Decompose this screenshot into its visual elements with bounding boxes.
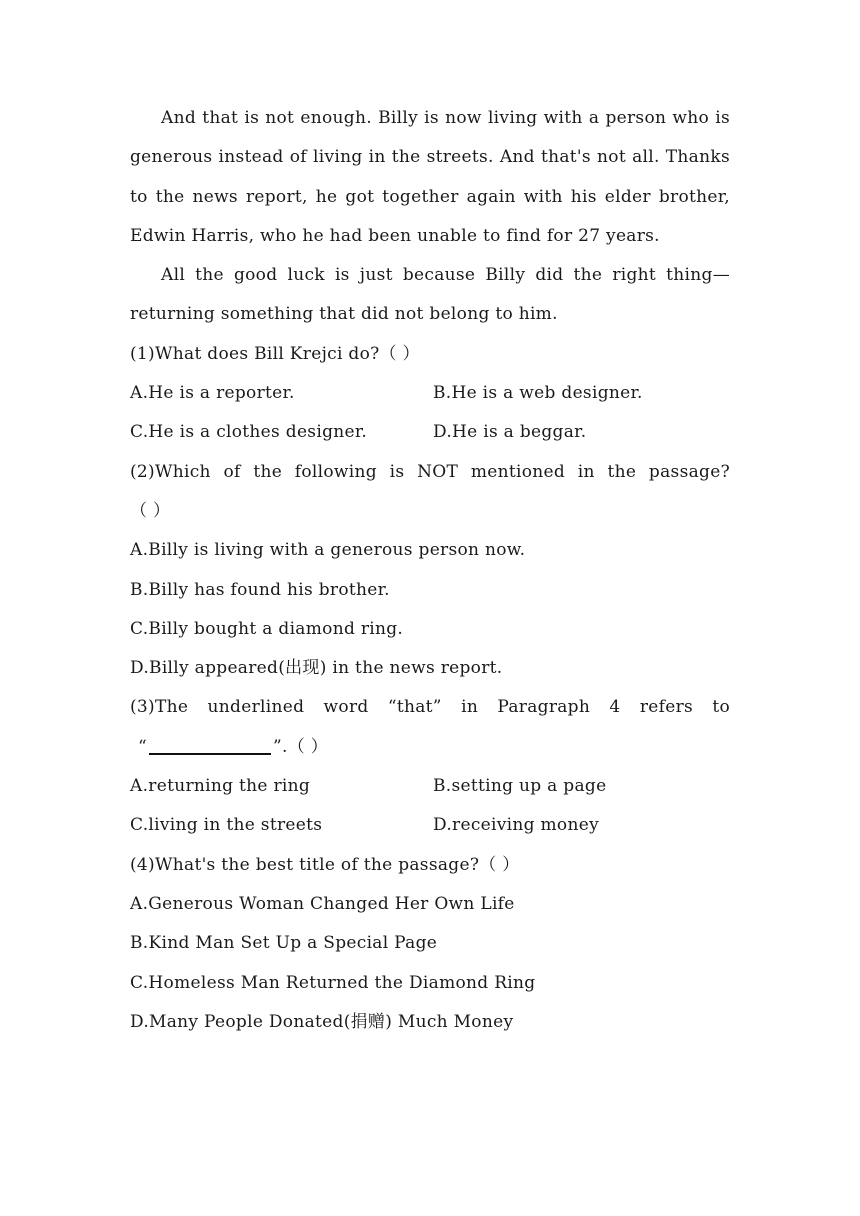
question-1-option-a: A.He is a reporter. xyxy=(130,383,295,404)
question-1-option-c: C.He is a clothes designer. xyxy=(130,422,368,443)
question-2-option-a: A.Billy is living with a generous person now. xyxy=(130,540,526,561)
question-3-option-b: B.setting up a page xyxy=(433,776,607,797)
question-4-option-c: C.Homeless Man Returned the Diamond Ring xyxy=(130,972,536,993)
question-2-option-d: D.Billy appeared(出现) in the news report. xyxy=(130,658,503,679)
question-3-options-row-1 xyxy=(130,767,730,806)
question-1-option-b: B.He is a web designer. xyxy=(433,383,643,404)
passage-paragraph-2: All the good luck is just because Billy did the right thing—returning something that did not belong to him. xyxy=(130,265,730,325)
question-3-close-quote: ”.（ ） xyxy=(273,736,328,757)
question-1-options-row-2 xyxy=(130,413,730,452)
question-3 xyxy=(130,688,730,845)
page-content xyxy=(130,99,730,1042)
question-3-stem: (3)The underlined word “that” in Paragraph 4 refers to xyxy=(130,697,730,718)
question-1-option-d: D.He is a beggar. xyxy=(433,422,587,443)
question-4 xyxy=(130,846,730,1042)
question-3-option-d: D.receiving money xyxy=(433,815,599,836)
question-1-stem: (1)What does Bill Krejci do?（ ） xyxy=(130,343,420,364)
passage-paragraph-1: And that is not enough. Billy is now living with a person who is generous instead of living in the streets. And that's not all. Thanks to the news report, he got together again with his elder brother, Edwin Harris, who he had been unable to find for 27 years. xyxy=(130,108,730,246)
question-2-answer-bracket: （ ） xyxy=(130,500,171,521)
question-3-answer-blank[interactable] xyxy=(149,739,271,755)
question-1 xyxy=(130,335,730,453)
question-3-options-row-2 xyxy=(130,806,730,845)
question-4-stem: (4)What's the best title of the passage?（ ） xyxy=(130,854,520,875)
question-3-option-a: A.returning the ring xyxy=(130,776,311,797)
question-4-option-b: B.Kind Man Set Up a Special Page xyxy=(130,933,438,954)
question-3-open-quote: “ xyxy=(138,736,147,757)
question-2 xyxy=(130,453,730,689)
question-3-option-c: C.living in the streets xyxy=(130,815,323,836)
question-2-option-c: C.Billy bought a diamond ring. xyxy=(130,618,404,639)
question-2-stem: (2)Which of the following is NOT mentioned in the passage? xyxy=(130,461,730,482)
question-4-option-d: D.Many People Donated(捐赠) Much Money xyxy=(130,1011,514,1032)
question-3-blank-line xyxy=(130,728,730,767)
question-2-option-b: B.Billy has found his brother. xyxy=(130,579,390,600)
question-4-option-a: A.Generous Woman Changed Her Own Life xyxy=(130,893,515,914)
question-1-options-row-1 xyxy=(130,374,730,413)
